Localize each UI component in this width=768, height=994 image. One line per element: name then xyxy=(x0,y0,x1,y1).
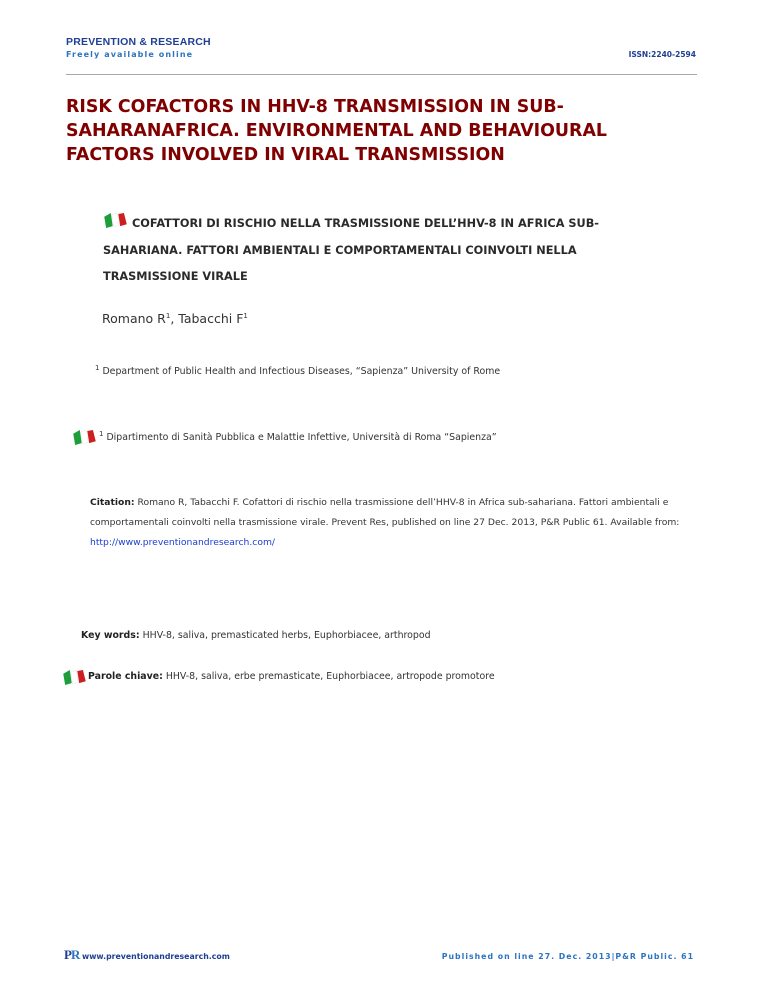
affiliation-en xyxy=(95,363,501,377)
title-line-2: SAHARANAFRICA. ENVIRONMENTAL AND BEHAVIOURAL xyxy=(66,121,607,141)
keywords-it xyxy=(88,671,495,682)
affiliation-it-mark: 1 xyxy=(99,429,104,438)
citation-link[interactable]: http://www.preventionandresearch.com/ xyxy=(90,537,276,548)
footer-logo-r: R xyxy=(70,947,80,962)
header-issn: ISSN:2240-2594 xyxy=(628,50,696,59)
logo-text-part1: PREVENTI xyxy=(66,36,121,48)
keywords-en xyxy=(81,630,431,641)
citation-label: Citation: xyxy=(90,497,135,508)
italian-flag-icon xyxy=(63,670,86,685)
italian-flag-icon xyxy=(104,213,127,228)
author-2: Tabacchi F xyxy=(178,311,244,326)
author-2-affiliation-mark: 1 xyxy=(243,311,248,320)
author-1: Romano R xyxy=(102,311,166,326)
keywords-en-text: HHV-8, saliva, premasticated herbs, Euphorbiacee, arthropod xyxy=(142,630,431,641)
footer-url[interactable]: www.preventionandresearch.com xyxy=(82,952,230,961)
author-separator: , xyxy=(170,311,179,326)
citation-text: Romano R, Tabacchi F. Cofattori di rischio nella trasmissione dell’HHV-8 in Africa sub-sahariana. Fattori ambientali e comportamentali coinvolti nella trasmissione virale. Prevent Res, published on line 27 Dec. 2013, P&R Public 61. Available from: xyxy=(90,497,680,528)
title-line-1: RISK COFACTORS IN HHV-8 TRANSMISSION IN SUB- xyxy=(66,97,564,117)
keywords-it-label: Parole chiave: xyxy=(88,671,163,682)
logo-text-o: O xyxy=(120,36,129,48)
header-divider xyxy=(66,74,697,75)
citation-block xyxy=(90,493,710,553)
italian-title-line-2: SAHARIANA. FATTORI AMBIENTALI E COMPORTAMENTALI COINVOLTI NELLA xyxy=(103,243,577,257)
italian-flag-icon xyxy=(73,430,96,445)
logo-text-part2: N & RESEARCH xyxy=(128,36,211,48)
keywords-it-text: HHV-8, saliva, erbe premasticate, Euphorbiacee, artropode promotore xyxy=(165,671,495,682)
italian-title-line-1: COFATTORI DI RISCHIO NELLA TRASMISSIONE DELL’HHV-8 IN AFRICA SUB- xyxy=(132,217,599,230)
keywords-en-label: Key words: xyxy=(81,630,140,641)
author-list xyxy=(102,311,248,326)
footer-publication-info: Published on line 27. Dec. 2013|P&R Public. 61 xyxy=(441,952,694,961)
journal-logo xyxy=(66,36,211,48)
italian-title xyxy=(103,211,692,291)
footer-logo-icon xyxy=(64,947,79,963)
footer-logo-p: P xyxy=(64,947,71,962)
affiliation-en-mark: 1 xyxy=(95,363,100,372)
article-title xyxy=(66,95,686,167)
affiliation-it-text: Dipartimento di Sanità Pubblica e Malattie Infettive, Università di Roma “Sapienza” xyxy=(106,432,497,443)
italian-title-line-3: TRASMISSIONE VIRALE xyxy=(103,270,248,283)
affiliation-en-text: Department of Public Health and Infectious Diseases, “Sapienza” University of Rome xyxy=(102,366,501,377)
author-1-affiliation-mark: 1 xyxy=(165,311,171,320)
title-line-3: FACTORS INVOLVED IN VIRAL TRANSMISSION xyxy=(66,145,505,165)
header-subtitle: Freely available online xyxy=(66,50,194,59)
affiliation-it xyxy=(99,429,497,443)
